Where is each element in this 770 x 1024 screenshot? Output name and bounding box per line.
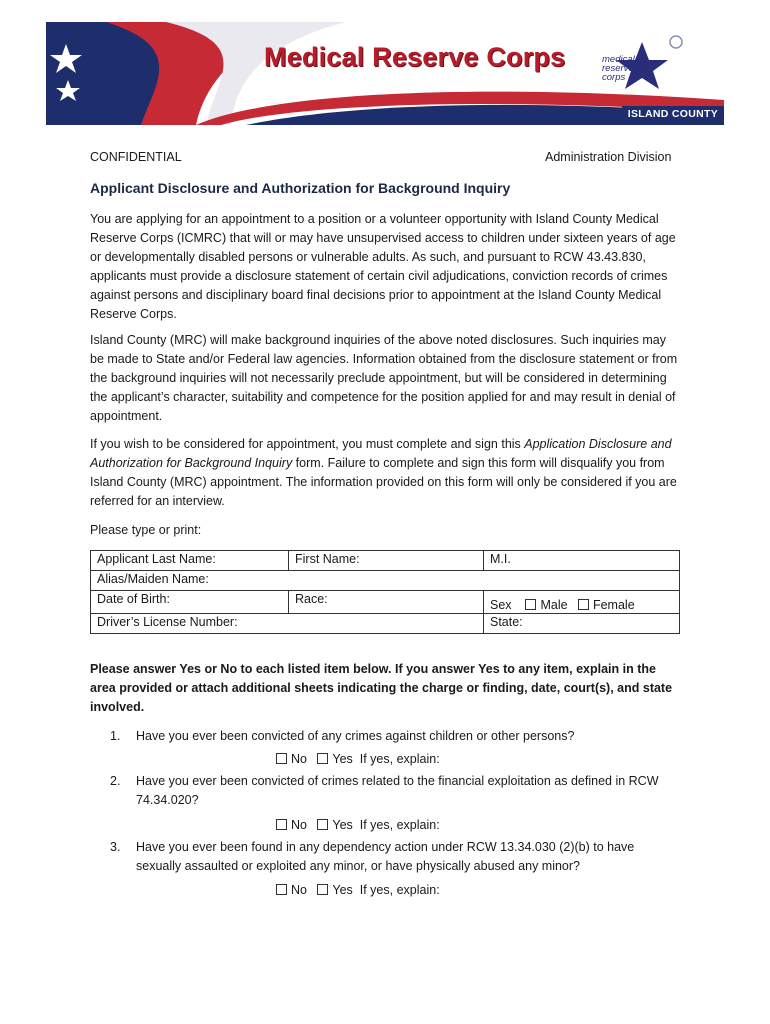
answer-row: No Yes If yes, explain: xyxy=(276,818,440,832)
county-label: ISLAND COUNTY xyxy=(627,108,718,120)
license-field[interactable]: Driver’s License Number: xyxy=(91,614,484,634)
male-checkbox[interactable] xyxy=(525,599,536,610)
state-field[interactable]: State: xyxy=(484,614,680,634)
header-banner xyxy=(46,22,724,125)
applicant-info-table xyxy=(90,550,680,634)
first-name-field[interactable]: First Name: xyxy=(289,551,484,571)
no-checkbox[interactable] xyxy=(276,884,287,895)
yes-checkbox[interactable] xyxy=(317,753,328,764)
sex-field: Sex Male Female xyxy=(484,591,680,614)
mi-field[interactable]: M.I. xyxy=(484,551,680,571)
consideration-paragraph: If you wish to be considered for appointment, you must complete and sign this Application Disclosure and Authorization for Background Inquiry form. Failure to complete and sign this form will disqualify you from Island County (MRC) appointment. The information provided on this form will only be considered if you are referred for an interview. xyxy=(90,437,677,508)
please-print-label: Please type or print: xyxy=(90,523,202,537)
last-name-field[interactable]: Applicant Last Name: xyxy=(91,551,289,571)
dob-field[interactable]: Date of Birth: xyxy=(91,591,289,614)
race-field[interactable]: Race: xyxy=(289,591,484,614)
division-label: Administration Division xyxy=(545,150,672,164)
page-title: Applicant Disclosure and Authorization for Background Inquiry xyxy=(90,180,511,196)
instructions-paragraph: Please answer Yes or No to each listed item below. If you answer Yes to any item, explain in the area provided or attach additional sheets indicating the charge or finding, date, court(s), and state involved. xyxy=(90,662,673,714)
no-checkbox[interactable] xyxy=(276,819,287,830)
female-checkbox[interactable] xyxy=(578,599,589,610)
answer-row: No Yes If yes, explain: xyxy=(276,883,440,897)
question-item: 2. Have you ever been convicted of crimes related to the financial exploitation as defined in RCW 74.34.020? xyxy=(110,774,659,807)
no-checkbox[interactable] xyxy=(276,753,287,764)
alias-field[interactable]: Alias/Maiden Name: xyxy=(91,571,680,591)
question-item: 1. Have you ever been convicted of any crimes against children or other persons? xyxy=(110,729,575,743)
inquiry-paragraph: Island County (MRC) will make background inquiries of the above noted disclosures. Such inquiries may be made to State and/or Federal law agencies. Information obtained from the disclosure statement or from the background inquiries will not necessarily preclude appointment, but will be considered in determining the applicant’s character, suitability and competence for the position applied for and may result in denial of appointment. xyxy=(90,333,678,423)
mrc-logo-text: medical reserve corps xyxy=(602,54,635,83)
confidential-label: CONFIDENTIAL xyxy=(90,150,182,164)
answer-row: No Yes If yes, explain: xyxy=(276,752,440,766)
intro-paragraph: You are applying for an appointment to a position or a volunteer opportunity with Island County Medical Reserve Corps (ICMRC) that will or may have unsupervised access to children under sixteen years of age or developmentally disabled persons or vulnerable adults. As such, and pursuant to RCW 43.43.830, applicants must provide a disclosure statement of certain civil adjudications, conviction records of crimes against persons and disciplinary board final decisions prior to appointment at the Island County Medical Reserve Corps. xyxy=(90,212,676,321)
yes-checkbox[interactable] xyxy=(317,884,328,895)
question-item: 3. Have you ever been found in any dependency action under RCW 13.34.030 (2)(b) to have sexually assaulted or exploited any minor, or have physically abused any minor? xyxy=(110,840,635,873)
org-title: Medical Reserve Corps xyxy=(264,42,566,72)
yes-checkbox[interactable] xyxy=(317,819,328,830)
